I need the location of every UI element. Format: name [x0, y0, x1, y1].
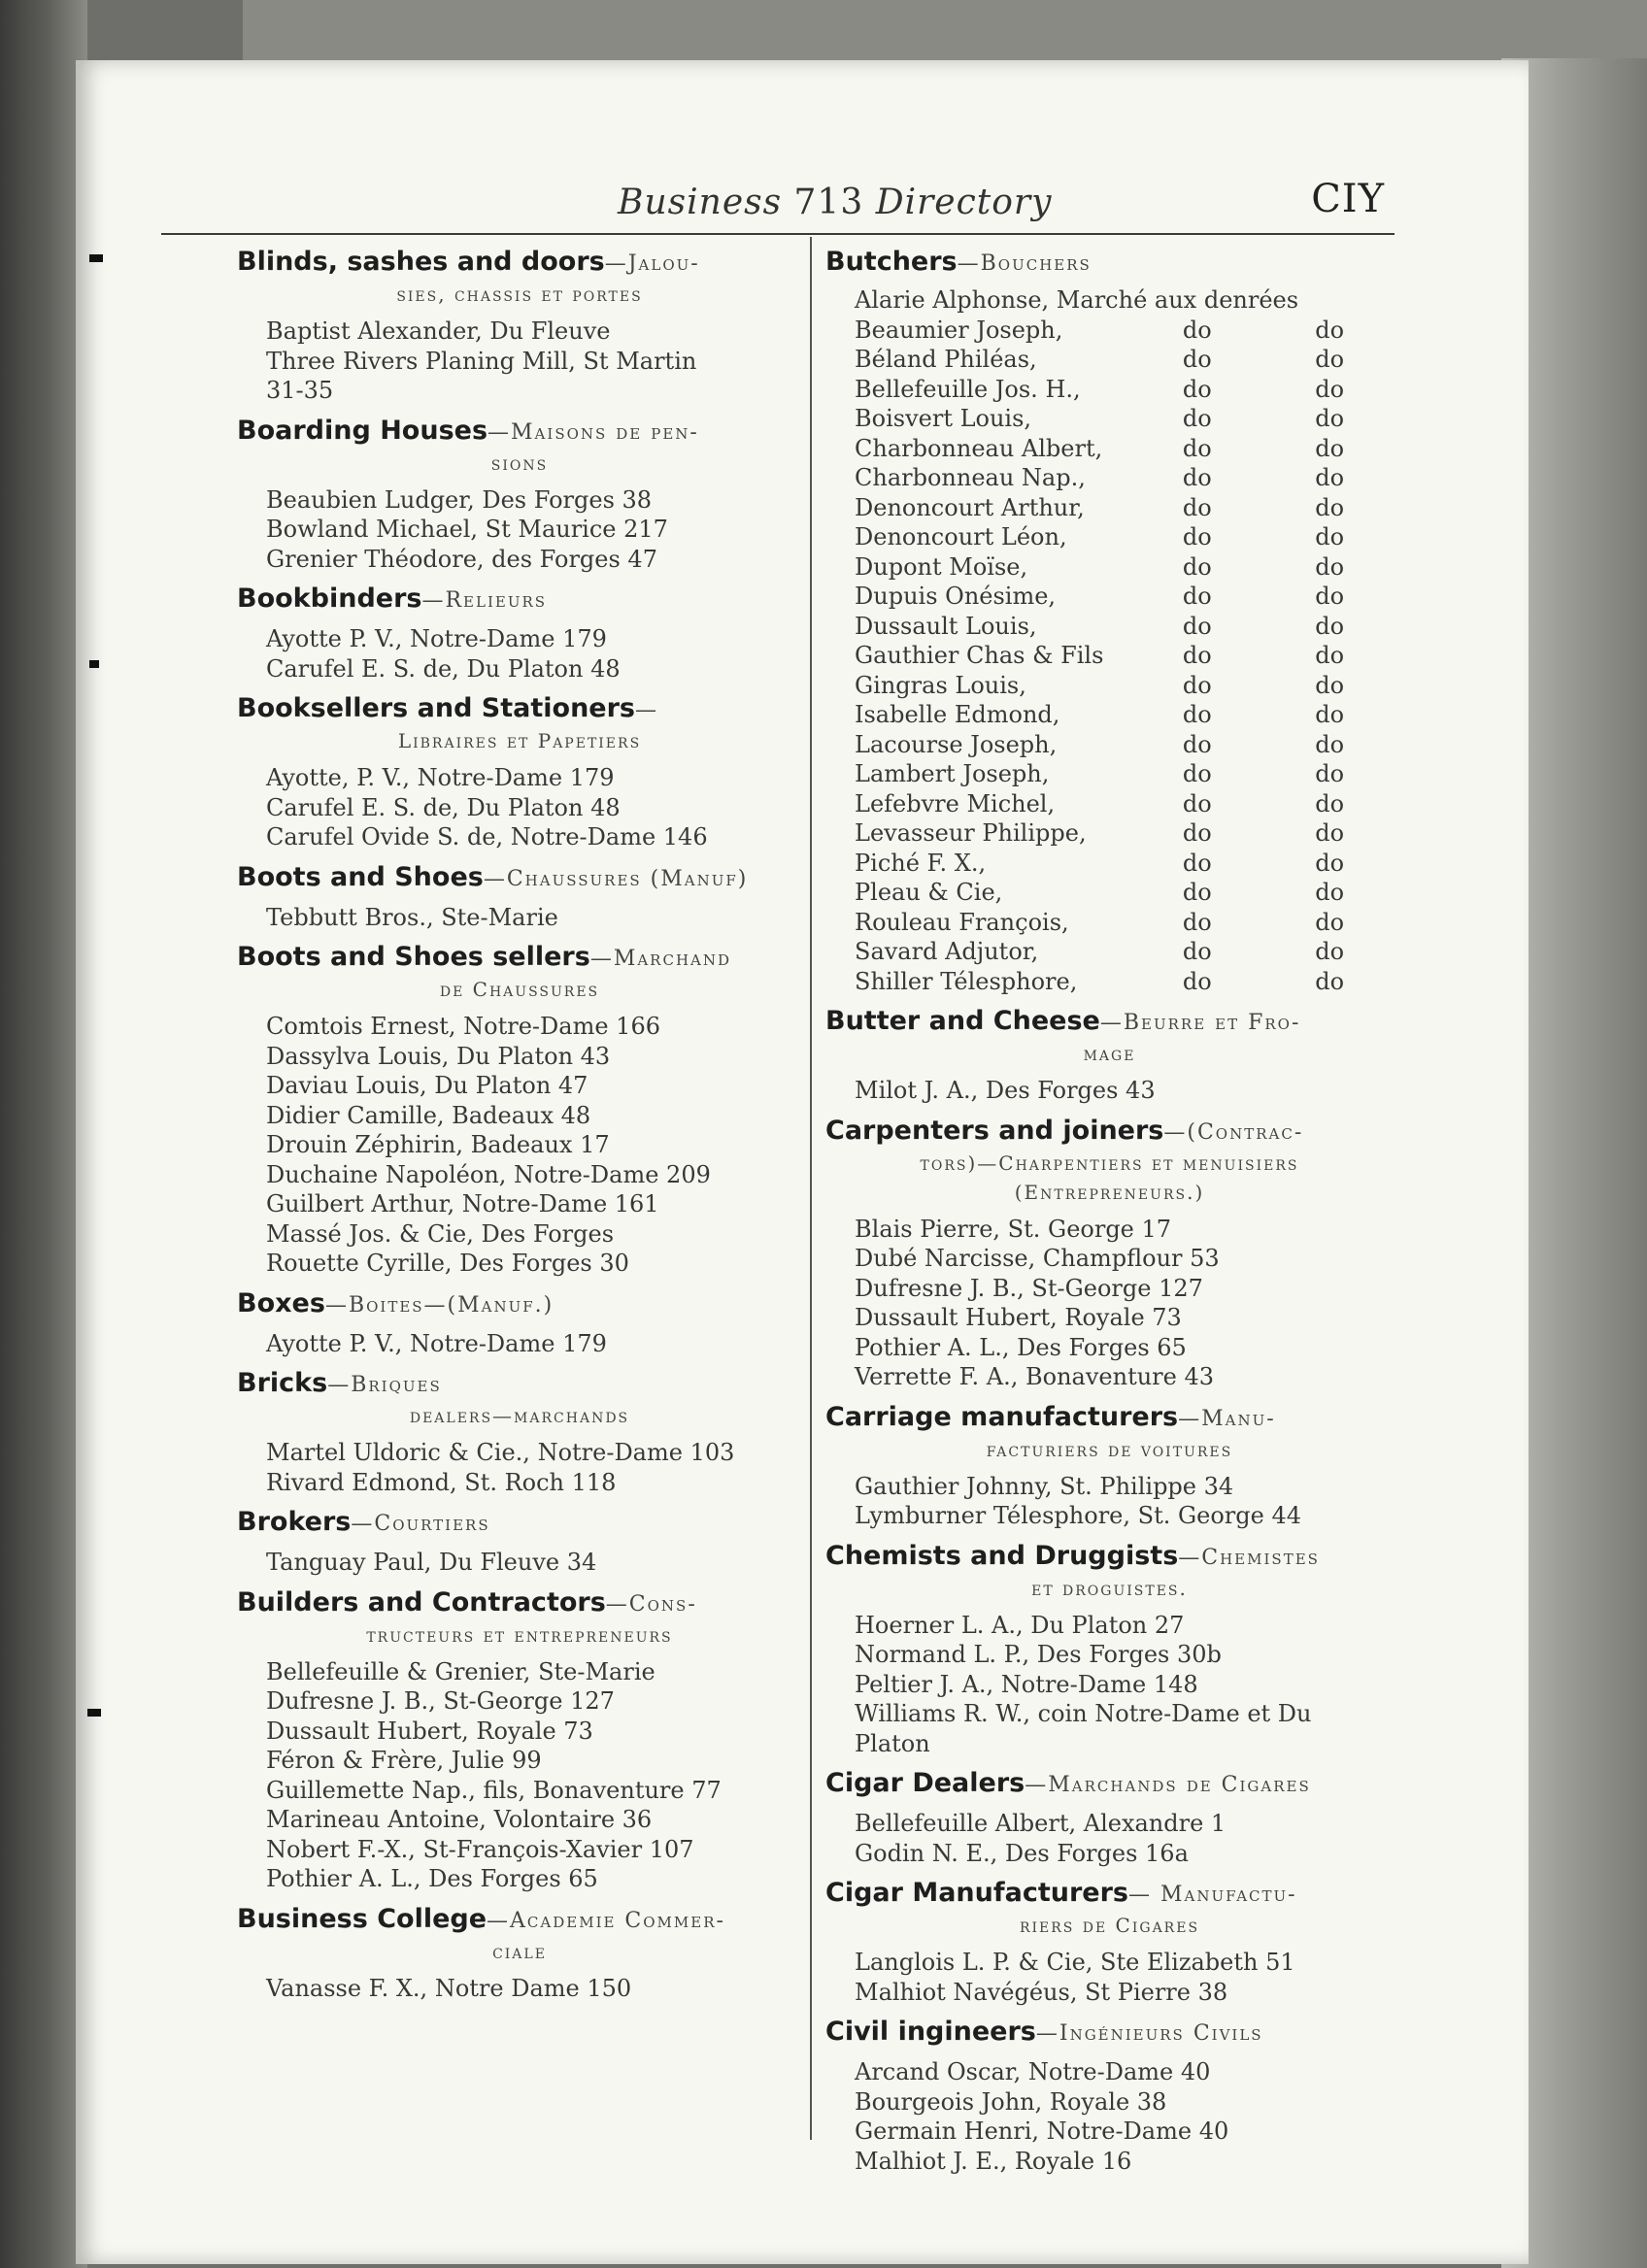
ditto-mark: do	[1182, 316, 1212, 344]
listing-line: Carufel Ovide S. de, Notre-Dame 146	[266, 823, 708, 850]
ditto-mark: do	[1182, 464, 1212, 491]
category-heading-continuation: de Chaussures	[439, 978, 600, 1001]
listing-group	[237, 1974, 802, 2004]
ditto-mark: do	[1182, 552, 1212, 581]
listing-line: Pothier A. L., Des Forges 65	[855, 1333, 1187, 1361]
category-heading-french: —Marchands de Cigares	[1025, 1773, 1311, 1797]
butcher-name: Denoncourt Léon,	[855, 523, 1067, 550]
ditto-mark: do	[1182, 434, 1212, 462]
listing-line: Carufel E. S. de, Du Platon 48	[266, 654, 621, 683]
running-title-right: Directory	[875, 183, 1053, 222]
directory-entry-butter-and-cheese	[825, 1006, 1394, 1106]
ditto-mark: do	[1315, 405, 1345, 432]
listing-group	[237, 1329, 802, 1359]
right-column-entries	[825, 1006, 1394, 2176]
butcher-row	[855, 730, 1394, 760]
ditto-mark: do	[1182, 760, 1212, 787]
directory-entry-carriage-manufacturers	[825, 1402, 1394, 1531]
listing-group	[825, 2057, 1394, 2176]
category-heading-french: —Cons-	[605, 1591, 697, 1617]
listing-line: Vanasse F. X., Notre Dame 150	[266, 1974, 632, 2002]
category-heading-continuation: ciale	[492, 1939, 547, 1963]
category-heading-continuation: tors)—Charpentiers et menuisiers	[920, 1151, 1299, 1175]
listing-group	[237, 1657, 802, 1894]
directory-entry-booksellers-and-stationers	[237, 693, 802, 852]
ditto-mark: do	[1315, 849, 1345, 877]
listing-line: Guilbert Arthur, Notre-Dame 161	[266, 1190, 659, 1217]
listing-line: Platon	[855, 1729, 930, 1757]
category-heading-french: —Beurre et Fro-	[1099, 1011, 1301, 1035]
ditto-mark: do	[1182, 938, 1212, 965]
listing-line: Pothier A. L., Des Forges 65	[266, 1865, 598, 1892]
butcher-row	[855, 612, 1394, 642]
listing-line: Three Rivers Planing Mill, St Martin	[266, 347, 697, 375]
butcher-name: Savard Adjutor,	[855, 938, 1039, 965]
butcher-name: Dussault Louis,	[855, 612, 1037, 640]
ditto-mark: do	[1182, 671, 1212, 699]
butcher-row	[855, 375, 1394, 405]
listing-group	[825, 1809, 1394, 1868]
listing-line: Rouette Cyrille, Des Forges 30	[266, 1250, 629, 1277]
listing-line: Baptist Alexander, Du Fleuve	[266, 317, 611, 345]
butcher-row	[855, 849, 1394, 879]
category-heading-english: Brokers	[237, 1507, 352, 1537]
listing-line: Arcand Oscar, Notre-Dame 40	[855, 2058, 1211, 2085]
butcher-row	[855, 522, 1394, 552]
listing-line: Beaubien Ludger, Des Forges 38	[266, 485, 653, 514]
listing-line: Massé Jos. & Cie, Des Forges	[266, 1219, 615, 1248]
directory-entry-brokers	[237, 1507, 802, 1578]
category-heading-french: —Jalou-	[604, 251, 700, 276]
running-title-left: Business	[618, 183, 783, 222]
ditto-mark: do	[1315, 346, 1345, 373]
ditto-mark: do	[1315, 967, 1345, 995]
listing-line: Martel Uldoric & Cie., Notre-Dame 103	[266, 1439, 735, 1466]
butcher-name: Levasseur Philippe,	[855, 819, 1087, 847]
ditto-mark: do	[1182, 375, 1212, 403]
category-heading-french: —Chaussures (Manuf)	[483, 866, 749, 891]
listing-line: Gauthier Johnny, St. Philippe 34	[855, 1472, 1234, 1500]
category-heading	[825, 1116, 1394, 1149]
category-heading-english: Butter and Cheese	[825, 1006, 1100, 1036]
book-top-edge	[243, 0, 1647, 68]
book-binding	[0, 0, 87, 2268]
butcher-name: Pleau & Cie,	[855, 879, 1003, 906]
left-column	[237, 247, 802, 2013]
listing-line: Verrette F. A., Bonaventure 43	[855, 1363, 1215, 1390]
category-heading-french: —Bouchers	[957, 251, 1092, 276]
directory-entry-boxes	[237, 1288, 802, 1359]
butcher-name: Gingras Louis,	[855, 671, 1026, 699]
butcher-row	[855, 878, 1394, 908]
listing-line: Didier Camille, Badeaux 48	[266, 1101, 591, 1129]
butcher-row	[855, 789, 1394, 819]
ditto-mark: do	[1315, 316, 1345, 344]
listing-group	[237, 903, 802, 933]
listing-group	[825, 1472, 1394, 1531]
category-heading-continuation: facturiers de voitures	[986, 1437, 1233, 1461]
listing-line: Bowland Michael, St Maurice 217	[266, 516, 668, 543]
category-heading-french: —Chemistes	[1178, 1545, 1320, 1570]
butcher-row	[855, 671, 1394, 701]
category-heading-continuation: sions	[490, 450, 549, 475]
butchers-listing	[825, 285, 1394, 996]
ditto-mark: do	[1315, 938, 1345, 965]
butcher-row	[855, 404, 1394, 434]
listing-group	[825, 1215, 1394, 1392]
page-number: 713	[793, 183, 864, 222]
directory-entry-cigar-manufacturers	[825, 1878, 1394, 2007]
category-heading	[237, 584, 802, 617]
butcher-row	[855, 345, 1394, 375]
listing-line: Peltier J. A., Notre-Dame 148	[855, 1670, 1198, 1698]
listing-line: Godin N. E., Des Forges 16a	[855, 1839, 1189, 1867]
listing-group	[237, 1548, 802, 1578]
ditto-mark: do	[1315, 671, 1345, 699]
ditto-mark: do	[1182, 819, 1212, 847]
category-heading-continuation: sies, chassis et portes	[396, 283, 643, 306]
category-heading-french: —Ingénieurs Civils	[1035, 2021, 1263, 2046]
listing-line: Comtois Ernest, Notre-Dame 166	[266, 1013, 660, 1040]
directory-entry-chemists-and-druggists	[825, 1541, 1394, 1759]
category-heading-continuation: Libraires et Papetiers	[397, 729, 642, 752]
category-heading-french: —Courtiers	[351, 1512, 490, 1536]
binding-mark	[89, 254, 103, 262]
ditto-mark: do	[1182, 908, 1212, 936]
category-heading-english: Builders and Contractors	[237, 1586, 606, 1618]
ditto-mark: do	[1182, 789, 1212, 817]
listing-line: Tanguay Paul, Du Fleuve 34	[266, 1549, 597, 1576]
signature-code: CIY	[1311, 177, 1385, 221]
listing-group	[825, 1076, 1394, 1106]
listing-line: Dassylva Louis, Du Platon 43	[266, 1042, 611, 1070]
category-heading-english: Business College	[237, 1903, 487, 1934]
butcher-name: Béland Philéas,	[855, 346, 1037, 373]
category-heading	[237, 1507, 802, 1540]
category-heading-english: Boots and Shoes	[237, 861, 484, 892]
category-heading-continuation: riers de Cigares	[1019, 1914, 1200, 1937]
ditto-mark: do	[1315, 879, 1345, 906]
listing-group	[237, 763, 802, 852]
ditto-mark: do	[1182, 701, 1212, 728]
listing-line: Blais Pierre, St. George 17	[855, 1215, 1172, 1243]
category-heading-english: Carpenters and joiners	[825, 1115, 1164, 1146]
category-heading-french: —Marchand	[589, 947, 732, 971]
ditto-mark: do	[1182, 730, 1212, 758]
directory-entry-builders-and-contractors	[237, 1587, 802, 1894]
category-heading	[825, 1402, 1394, 1435]
ditto-mark: do	[1315, 642, 1345, 669]
listing-group	[237, 317, 802, 406]
directory-entry-boots-and-shoes-sellers	[237, 942, 802, 1279]
listing-line: Féron & Frère, Julie 99	[266, 1747, 542, 1774]
category-heading-french: —Academie Commer-	[487, 1908, 725, 1933]
directory-entry-cigar-dealers	[825, 1768, 1394, 1868]
listing-line: Dufresne J. B., St-George 127	[855, 1274, 1203, 1302]
ditto-mark: do	[1315, 552, 1345, 581]
ditto-mark: do	[1315, 434, 1345, 462]
directory-entry-carpenters-and-joiners	[825, 1116, 1394, 1392]
ditto-mark: do	[1315, 375, 1345, 403]
category-heading-english: Carriage manufacturers	[825, 1401, 1179, 1432]
category-heading	[825, 247, 1394, 280]
ditto-mark: do	[1315, 819, 1345, 847]
butcher-row	[855, 908, 1394, 938]
ditto-mark: do	[1182, 405, 1212, 432]
butcher-name: Piché F. X.,	[855, 849, 987, 877]
directory-entry-bricks	[237, 1368, 802, 1497]
listing-line: Williams R. W., coin Notre-Dame et Du	[855, 1700, 1312, 1727]
ditto-mark: do	[1182, 523, 1212, 550]
category-heading-french: — Manufactu-	[1127, 1883, 1297, 1907]
category-heading-english: Boarding Houses	[237, 415, 488, 446]
category-heading-english: Bricks	[237, 1368, 328, 1398]
butcher-name: Isabelle Edmond,	[855, 701, 1060, 728]
listing-line: Tebbutt Bros., Ste-Marie	[266, 903, 558, 931]
listing-line: Lymburner Télesphore, St. George 44	[855, 1502, 1302, 1529]
listing-line: Bellefeuille Albert, Alexandre 1	[855, 1810, 1227, 1837]
listing-group	[237, 624, 802, 684]
butcher-name: Rouleau François,	[855, 908, 1069, 936]
listing-line: Rivard Edmond, St. Roch 118	[266, 1468, 617, 1496]
ditto-mark: do	[1182, 346, 1212, 373]
butcher-name: Lacourse Joseph,	[855, 730, 1058, 758]
listing-line: Bellefeuille & Grenier, Ste-Marie	[266, 1657, 655, 1685]
butcher-name: Gauthier Chas & Fils	[855, 642, 1104, 669]
butcher-name: Lefebvre Michel,	[855, 789, 1056, 817]
butcher-name: Charbonneau Nap.,	[855, 464, 1086, 491]
butcher-row	[855, 700, 1394, 730]
butcher-name: Dupuis Onésime,	[855, 583, 1057, 610]
category-heading-english: Booksellers and Stationers	[237, 693, 635, 723]
butcher-name: Lambert Joseph,	[855, 760, 1050, 787]
ditto-mark: do	[1315, 523, 1345, 550]
butcher-name: Bellefeuille Jos. H.,	[855, 375, 1081, 403]
butcher-row	[855, 493, 1394, 523]
category-heading-french: —Boites—(Manuf.)	[324, 1292, 555, 1317]
listing-group	[237, 485, 802, 575]
listing-line: Hoerner L. A., Du Platon 27	[855, 1611, 1185, 1639]
right-column	[825, 247, 1394, 2185]
category-heading-english: Boots and Shoes sellers	[237, 942, 590, 972]
category-heading	[825, 1006, 1394, 1039]
directory-entry-blinds-sashes-and-doors	[237, 247, 802, 406]
category-heading-english: Chemists and Druggists	[825, 1540, 1179, 1571]
ditto-mark: do	[1182, 879, 1212, 906]
category-heading	[237, 1288, 802, 1321]
category-heading-english: Cigar Manufacturers	[825, 1878, 1128, 1908]
column-divider	[810, 237, 812, 2140]
category-heading-french: —Relieurs	[421, 588, 548, 613]
category-heading	[237, 416, 802, 449]
listing-line: Ayotte, P. V., Notre-Dame 179	[266, 764, 615, 791]
listing-line: Grenier Théodore, des Forges 47	[266, 545, 657, 573]
category-heading-french: —Maisons de pen-	[487, 419, 699, 445]
ditto-mark: do	[1182, 642, 1212, 669]
listing-line: Germain Henri, Notre-Dame 40	[855, 2118, 1229, 2145]
ditto-mark: do	[1315, 730, 1345, 758]
category-heading	[825, 1541, 1394, 1574]
category-heading-french: —Briques	[327, 1373, 442, 1397]
ditto-mark: do	[1315, 760, 1345, 787]
ditto-mark: do	[1182, 967, 1212, 995]
ditto-mark: do	[1182, 849, 1212, 877]
butcher-row	[855, 463, 1394, 493]
listing-line: Bourgeois John, Royale 38	[855, 2087, 1167, 2116]
butcher-row	[855, 967, 1394, 997]
ditto-mark: do	[1182, 493, 1212, 521]
listing-line: Dubé Narcisse, Champflour 53	[855, 1245, 1220, 1272]
ditto-mark: do	[1315, 789, 1345, 817]
category-heading	[237, 942, 802, 975]
category-heading-english: Butchers	[825, 247, 958, 277]
category-heading	[825, 1768, 1394, 1801]
category-heading-english: Cigar Dealers	[825, 1768, 1025, 1798]
category-heading	[825, 2017, 1394, 2050]
category-heading-continuation: tructeurs et entrepreneurs	[366, 1622, 673, 1647]
listing-line: Drouin Zéphirin, Badeaux 17	[266, 1131, 610, 1158]
ditto-mark: do	[1315, 464, 1345, 491]
category-heading	[825, 1878, 1394, 1911]
category-heading	[237, 862, 802, 895]
directory-entry-boots-and-shoes	[237, 862, 802, 933]
listing-line: Normand L. P., Des Forges 30b	[855, 1641, 1222, 1668]
category-heading	[237, 1904, 802, 1937]
listing-line: Duchaine Napoléon, Notre-Dame 209	[266, 1160, 711, 1188]
ditto-mark: do	[1315, 493, 1345, 521]
ditto-mark: do	[1182, 612, 1212, 640]
listing-line: Marineau Antoine, Volontaire 36	[266, 1806, 653, 1833]
listing-group	[825, 1611, 1394, 1759]
listing-line: Milot J. A., Des Forges 43	[855, 1077, 1156, 1104]
listing-line: Malhiot Navégéus, St Pierre 38	[855, 1978, 1228, 2006]
binding-mark	[87, 1709, 101, 1717]
category-heading	[237, 693, 802, 726]
ditto-mark: do	[1315, 701, 1345, 728]
listing-group	[825, 1948, 1394, 2007]
directory-entry-boarding-houses	[237, 416, 802, 575]
listing-line: Nobert F.-X., St-François-Xavier 107	[266, 1835, 694, 1863]
listing-line: Carufel E. S. de, Du Platon 48	[266, 793, 621, 821]
category-heading-english: Civil ingineers	[825, 2017, 1036, 2047]
listing-group	[237, 1438, 802, 1497]
category-heading-french: —	[635, 698, 658, 722]
directory-entry-bookbinders	[237, 584, 802, 684]
listing-line: Daviau Louis, Du Platon 47	[266, 1072, 588, 1099]
butcher-row	[855, 759, 1394, 789]
listing-line: Langlois L. P. & Cie, Ste Elizabeth 51	[855, 1949, 1295, 1976]
category-heading	[237, 1368, 802, 1401]
butcher-name: Denoncourt Arthur,	[855, 493, 1085, 521]
listing-line: Ayotte P. V., Notre-Dame 179	[266, 1329, 607, 1357]
listing-line: Malhiot J. E., Royale 16	[855, 2147, 1132, 2175]
category-heading-continuation: mage	[1083, 1042, 1136, 1065]
category-heading-english: Blinds, sashes and doors	[237, 247, 605, 277]
directory-entry-business-college	[237, 1904, 802, 2004]
butcher-name: Beaumier Joseph,	[855, 316, 1063, 344]
ditto-mark: do	[1315, 612, 1345, 640]
category-heading	[237, 247, 802, 280]
butcher-row	[855, 937, 1394, 967]
butcher-row	[855, 316, 1394, 346]
listing-line: Guillemette Nap., fils, Bonaventure 77	[266, 1776, 722, 1804]
page-header	[161, 165, 1395, 235]
running-title	[618, 183, 1052, 222]
ditto-mark: do	[1182, 583, 1212, 610]
category-heading	[237, 1587, 802, 1620]
category-heading-english: Bookbinders	[237, 584, 422, 614]
category-heading-english: Boxes	[237, 1287, 325, 1318]
listing-line: 31-35	[266, 377, 334, 404]
listing-group	[237, 1012, 802, 1279]
directory-entry-butchers	[825, 247, 1394, 996]
butcher-name: Shiller Télesphore,	[855, 967, 1078, 995]
listing-line: Alarie Alphonse, Marché aux denrées	[855, 286, 1299, 314]
ditto-mark: do	[1315, 583, 1345, 610]
butcher-row	[855, 552, 1394, 583]
listing-line: Dussault Hubert, Royale 73	[266, 1717, 593, 1745]
listing-line: Dufresne J. B., St-George 127	[266, 1687, 615, 1715]
category-heading-french: —Manu-	[1178, 1406, 1276, 1431]
category-heading-french: —(Contrac-	[1163, 1119, 1304, 1145]
listing-line: Dussault Hubert, Royale 73	[855, 1304, 1182, 1331]
category-subheading: dealers—marchands	[409, 1404, 630, 1427]
butcher-row	[855, 818, 1394, 849]
butcher-name: Boisvert Louis,	[855, 405, 1032, 432]
directory-entry-civil-ingineers	[825, 2017, 1394, 2176]
butcher-row	[855, 434, 1394, 464]
butcher-row	[855, 641, 1394, 671]
butcher-name: Dupont Moïse,	[855, 552, 1028, 581]
category-heading-continuation: et droguistes.	[1031, 1576, 1188, 1600]
binding-mark	[89, 660, 99, 668]
ditto-mark: do	[1315, 908, 1345, 936]
butcher-name: Charbonneau Albert,	[855, 434, 1103, 462]
category-heading-continuation: (Entrepreneurs.)	[1014, 1180, 1205, 1204]
butcher-row	[855, 582, 1394, 612]
listing-line: Ayotte P. V., Notre-Dame 179	[266, 625, 607, 652]
